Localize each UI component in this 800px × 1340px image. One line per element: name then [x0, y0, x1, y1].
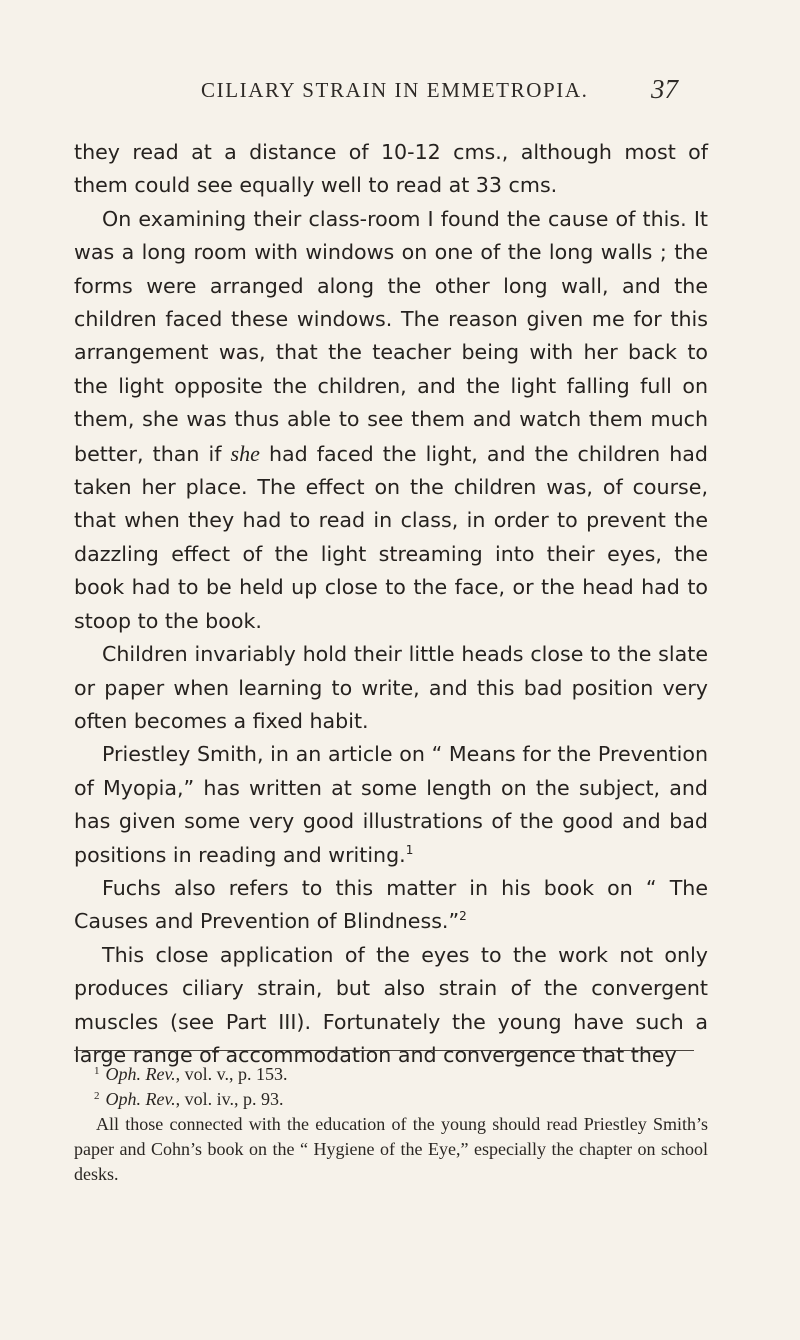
- footnote-1-citation: , vol. v., p. 153.: [175, 1064, 288, 1084]
- footnote-ref-2: 2: [459, 909, 467, 924]
- paragraph-3: [74, 638, 708, 738]
- paragraph-3-text: Children invariably hold their little heads close to the slate or paper when learning to write, and this bad position very often becomes a fixed habit.: [74, 642, 708, 733]
- emphasis-she: she: [230, 440, 260, 466]
- footnote-1: [74, 1062, 708, 1087]
- paragraph-2-text-before: On examining their class-room I found the cause of this. It was a long room with windows on one of the long walls ; the forms were arranged along the other long wall, and the children faced these windows. The reason given me for this arrangement was, that the teacher being with her back to the light opposite the children, and the light falling full on them, she was thus able to see them and watch them much better, than if: [74, 206, 708, 466]
- running-head: [201, 74, 761, 104]
- footnote-rule: [74, 1050, 694, 1051]
- footnote-2-title: Oph. Rev.: [105, 1089, 176, 1109]
- paragraph-4: [74, 738, 708, 872]
- paragraph-4-text: Priestley Smith, in an article on “ Means for the Prevention of Myopia,” has written at some length on the subject, and has given some very good illustrations of the good and bad positions in reading and writing.: [74, 742, 708, 867]
- paragraph-6: [74, 939, 708, 1073]
- footnote-1-title: Oph. Rev.: [105, 1064, 176, 1084]
- footnote-note: All those connected with the education of the young should read Priestley Smith’s paper and Cohn’s book on the “ Hygiene of the Eye,” especially the chapter on school desks.: [74, 1114, 708, 1184]
- paragraph-5-text: Fuchs also refers to this matter in his book on “ The Causes and Prevention of Blindness.”: [74, 875, 708, 934]
- paragraph-2-text-after: had faced the light, and the children had taken her place. The effect on the children was, of course, that when they had to read in class, in order to prevent the dazzling effect of the light streaming into their eyes, the book had to be held up close to the face, or the head had to stoop to the book.: [74, 441, 708, 633]
- paragraph-5: [74, 872, 708, 939]
- paragraph-1-text: they read at a distance of 10-12 cms., although most of them could see equally well to read at 33 cms.: [74, 140, 708, 198]
- paragraph-6-text: This close application of the eyes to the work not only produces ciliary strain, but also strain of the convergent muscles (see Part III). Fortunately the young have such a large range of accommodation and convergence that they: [74, 942, 708, 1067]
- running-head-title: CILIARY STRAIN IN EMMETROPIA.: [201, 78, 589, 102]
- footnote-1-mark: 1: [94, 1065, 100, 1077]
- paragraph-2: [74, 203, 708, 638]
- footnotes: [74, 1062, 708, 1187]
- footnote-2-citation: , vol. iv., p. 93.: [175, 1089, 284, 1109]
- paragraph-1: [74, 136, 708, 203]
- footnote-2: [74, 1087, 708, 1112]
- page-number: 37: [651, 74, 678, 104]
- footnote-ref-1: 1: [405, 842, 414, 857]
- body-text: [74, 136, 708, 1072]
- footnote-2-mark: 2: [94, 1090, 100, 1102]
